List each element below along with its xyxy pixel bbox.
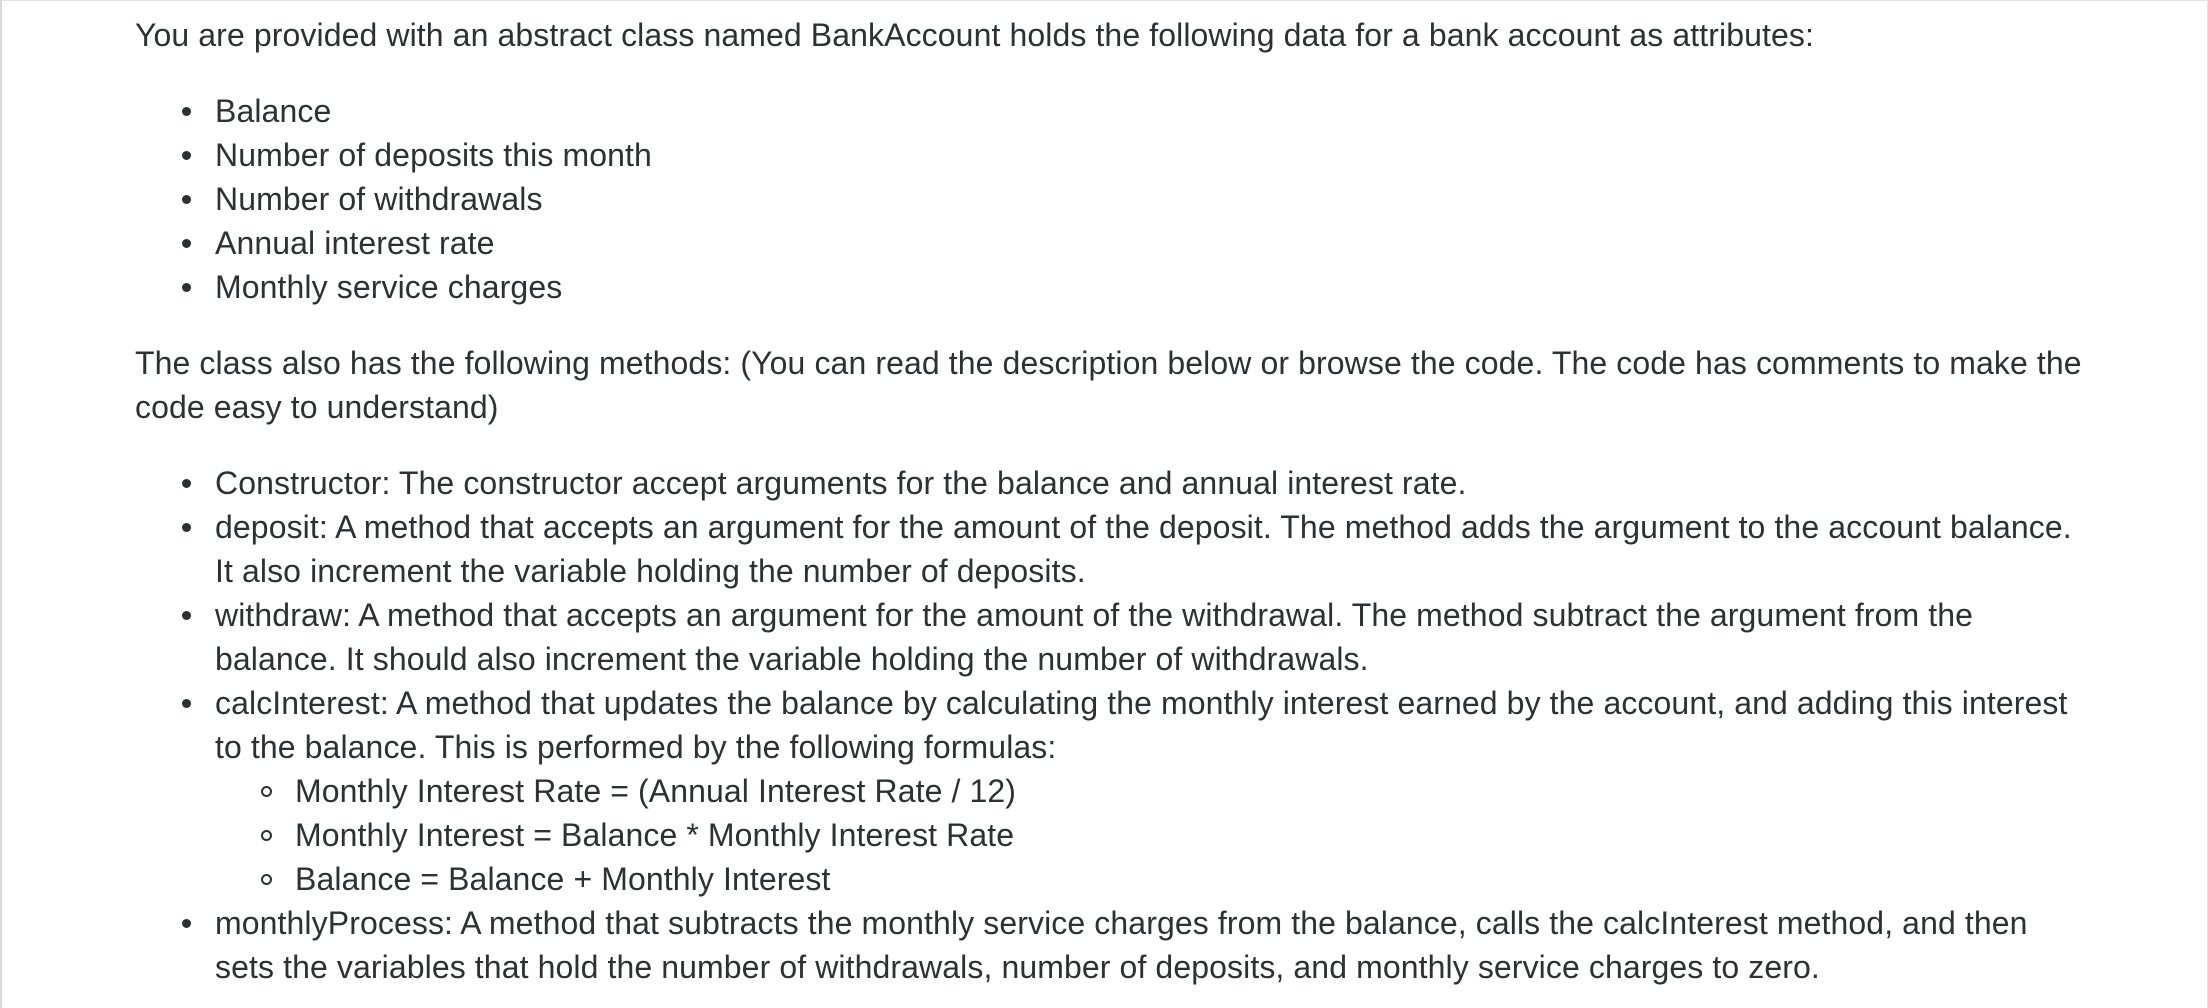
formula-item: Monthly Interest = Balance * Monthly Interest Rate xyxy=(215,813,2085,857)
method-text: Constructor: The constructor accept arguments for the balance and annual interest rate. xyxy=(215,465,1467,501)
attribute-item-deposits: Number of deposits this month xyxy=(135,133,2085,177)
method-item-monthlyprocess xyxy=(135,901,2085,989)
formula-item: Balance = Balance + Monthly Interest xyxy=(215,857,2085,901)
method-item-constructor xyxy=(135,461,2085,505)
method-item-calcinterest xyxy=(135,681,2085,901)
method-text: withdraw: A method that accepts an argument for the amount of the withdrawal. The method subtract the argument from the balance. It should also increment the variable holding the number of withdrawals. xyxy=(215,597,1974,677)
method-text: calcInterest: A method that updates the balance by calculating the monthly interest earned by the account, and adding this interest to the balance. This is performed by the following formulas: xyxy=(215,685,2068,765)
attribute-item-service-charges: Monthly service charges xyxy=(135,265,2085,309)
method-text: deposit: A method that accepts an argument for the amount of the deposit. The method adds the argument to the account balance. It also increment the variable holding the number of deposits. xyxy=(215,509,2072,589)
method-text: monthlyProcess: A method that subtracts the monthly service charges from the balance, calls the calcInterest method, and then sets the variables that hold the number of withdrawals, number of deposits, and monthly service charges to zero. xyxy=(215,905,2028,985)
attribute-item-withdrawals: Number of withdrawals xyxy=(135,177,2085,221)
intro-paragraph: You are provided with an abstract class named BankAccount holds the following data for a bank account as attributes: xyxy=(135,17,1814,53)
method-item-withdraw xyxy=(135,593,2085,681)
formula-item: Monthly Interest Rate = (Annual Interest Rate / 12) xyxy=(215,769,2085,813)
formulas-list xyxy=(215,769,2085,901)
methods-intro-paragraph: The class also has the following methods: (You can read the description below or browse the code. The code has comments to make the code easy to understand) xyxy=(135,345,2082,425)
attributes-list xyxy=(135,89,2085,309)
attribute-item-interest-rate: Annual interest rate xyxy=(135,221,2085,265)
document-content xyxy=(135,13,2085,1008)
methods-list xyxy=(135,461,2085,989)
method-item-deposit xyxy=(135,505,2085,593)
attribute-item-balance: Balance xyxy=(135,89,2085,133)
